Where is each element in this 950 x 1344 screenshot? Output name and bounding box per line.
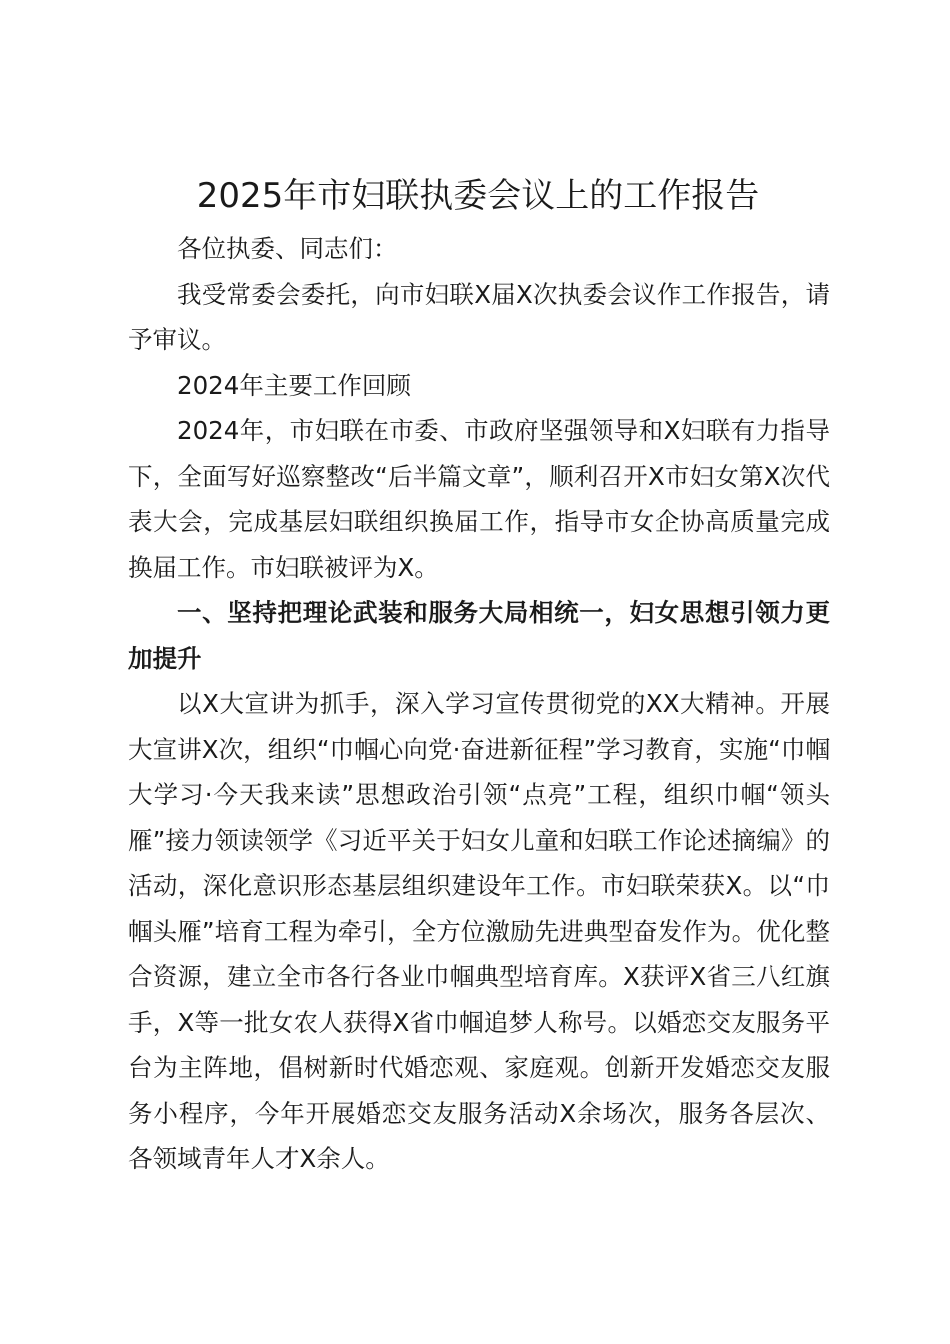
intro-paragraph: 我受常委会委托，向市妇联X届X次执委会议作工作报告，请予审议。 bbox=[128, 279, 830, 354]
salutation-paragraph: 各位执委、同志们： bbox=[177, 234, 398, 263]
detail-paragraph: 以X大宣讲为抓手，深入学习宣传贯彻党的XX大精神。开展大宣讲X次，组织“巾帼心向党·奋进新征程”学习教育，实施“巾帼大学习·今天我来读”思想政治引领“点亮”工程，组织巾帼“领头雁”接力领读领学《习近平关于妇女儿童和妇联工作论述摘编》的活动，深化意识形态基层组织建设年工作。市妇联荣获X。以“巾帼头雁”培育工程为牵引，全方位激励先进典型奋发作为。优化整合资源，建立全市各行各业巾帼典型培育库。X获评X省三八红旗手，X等一批女农人获得X省巾帼追梦人称号。以婚恋交友服务平台为主阵地，倡树新时代婚恋观、家庭观。创新开发婚恋交友服务小程序，今年开展婚恋交友服务活动X余场次，服务各层次、各领域青年人才X余人。 bbox=[128, 689, 830, 1173]
document-body bbox=[128, 226, 830, 1182]
summary-paragraph: 2024年，市妇联在市委、市政府坚强领导和X妇联有力指导下，全面写好巡察整改“后半篇文章”，顺利召开X市妇女第X次代表大会，完成基层妇联组织换届工作，指导市女企协高质量完成换届工作。市妇联被评为X。 bbox=[128, 416, 830, 582]
document-title: 2025年市妇联执委会议上的工作报告 bbox=[196, 176, 760, 216]
section-heading: 2024年主要工作回顾 bbox=[177, 370, 411, 400]
subsection-heading: 一、坚持把理论武装和服务大局相统一，妇女思想引领力更加提升 bbox=[128, 598, 830, 673]
